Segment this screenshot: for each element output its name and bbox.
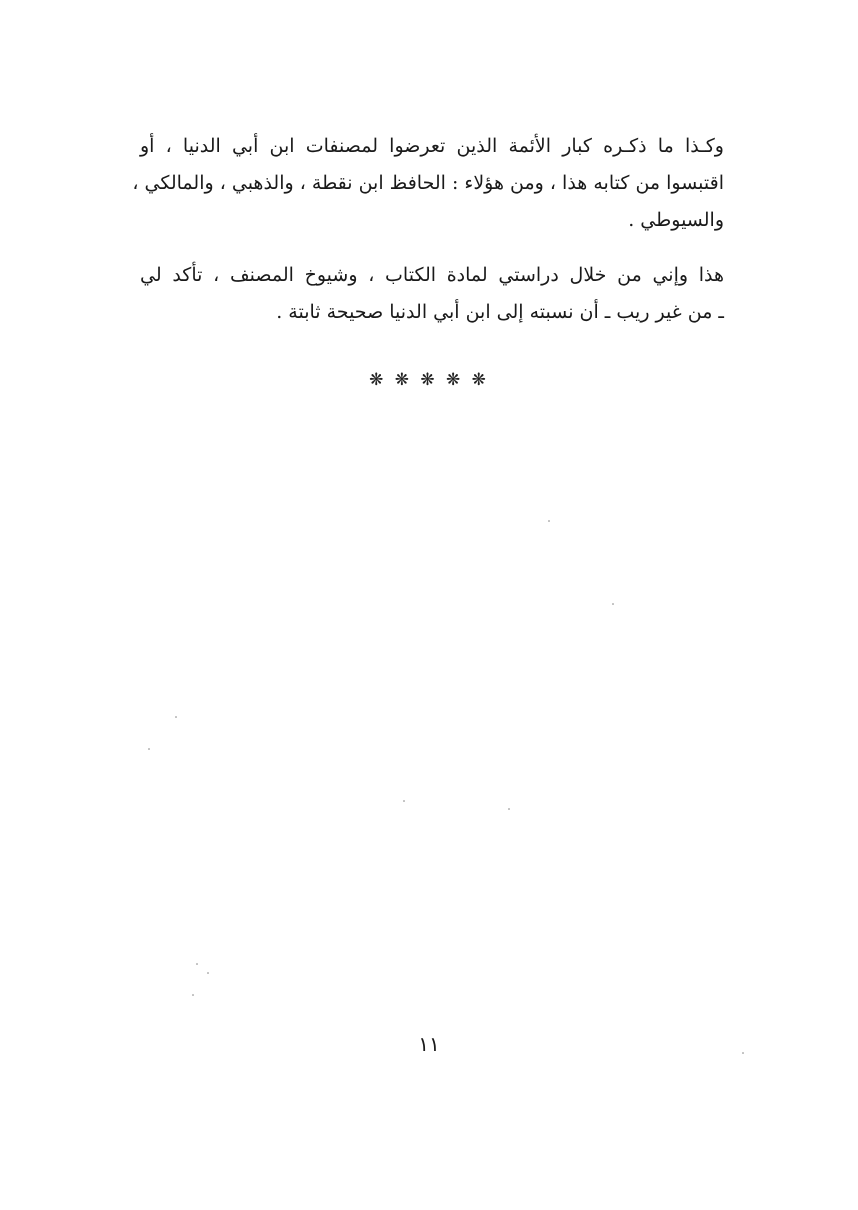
paragraph-line: والسيوطي .: [628, 209, 724, 231]
scan-speck: [548, 520, 550, 522]
scan-speck: [148, 748, 150, 750]
paragraph-line: وكـذا ما ذكـره كبار الأئمة الذين تعرضوا لمصنفات ابن أبي الدنيا ، أو: [140, 135, 724, 157]
scan-speck: [508, 808, 510, 810]
section-separator: ❋ ❋ ❋ ❋ ❋: [369, 370, 489, 390]
scan-speck: [196, 963, 198, 965]
page-number: ١١: [418, 1032, 440, 1056]
paragraph-1: [132, 128, 724, 239]
paragraph-line: هذا وإني من خلال دراستي لمادة الكتاب ، وشيوخ المصنف ، تأكد لي: [140, 264, 724, 286]
scan-speck: [612, 603, 614, 605]
paragraph-line: اقتبسوا من كتابه هذا ، ومن هؤلاء : الحافظ ابن نقطة ، والذهبي ، والمالكي ،: [132, 172, 724, 194]
scan-speck: [192, 994, 194, 996]
scan-speck: [175, 716, 177, 718]
scan-speck: [403, 800, 405, 802]
paragraph-line: ـ من غير ريب ـ أن نسبته إلى ابن أبي الدنيا صحيحة ثابتة .: [276, 301, 724, 323]
paragraph-2: [140, 257, 724, 331]
scan-speck: [742, 1052, 744, 1054]
scan-speck: [207, 972, 209, 974]
